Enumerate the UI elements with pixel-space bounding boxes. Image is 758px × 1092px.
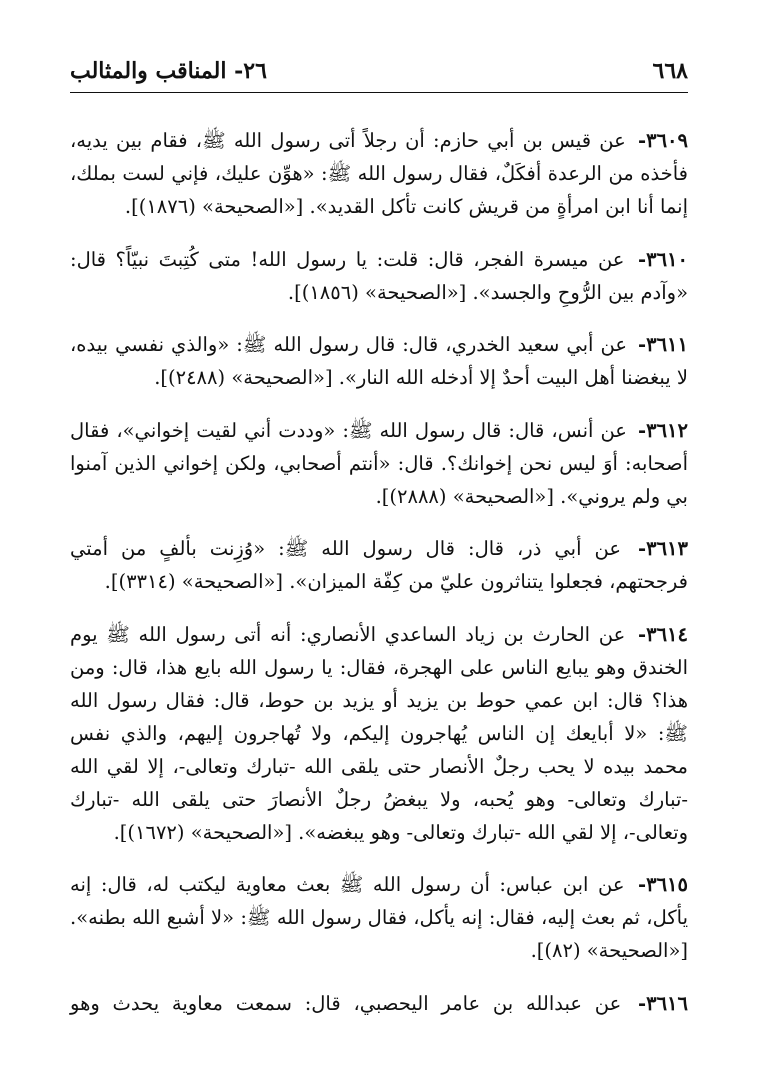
hadith-text: عن ميسرة الفجر، قال: قلت: يا رسول الله! متى كُتِبتَ نبيّاً؟ قال: «وآدم بين الرُّوحِ والجسد». [«الصحيحة» (١٨٥٦)].: [70, 247, 688, 304]
hadith-text: عن ابن عباس: أن رسول الله ﷺ بعث معاوية ليكتب له، قال: إنه يأكل، ثم بعث إليه، فقال: إنه يأكل، فقال رسول الله ﷺ: «لا أشبع الله بطنه». [«الصحيحة» (٨٢)].: [70, 873, 688, 962]
page-number: ٦٦٨: [652, 58, 688, 84]
hadith-list: [70, 124, 688, 1036]
hadith-text: عن أبي سعيد الخدري، قال: قال رسول الله ﷺ: «والذي نفسي بيده، لا يبغضنا أهل البيت أحدٌ إلا أدخله الله النار». [«الصحيحة» (٢٤٨٨)].: [70, 333, 688, 389]
hadith-text: عن أنس، قال: قال رسول الله ﷺ: «وددت أني لقيت إخواني»، فقال أصحابه: أوَ ليس نحن إخوانك؟. قال: «أنتم أصحابي، ولكن إخواني الذين آمنوا بي ولم يروني». [«الصحيحة» (٢٨٨٨)].: [70, 418, 688, 508]
hadith-entry: [70, 328, 688, 394]
hadith-entry: [70, 243, 688, 309]
hadith-number: ٣٦١٣-: [638, 537, 688, 560]
hadith-number: ٣٦١٥-: [638, 873, 689, 896]
hadith-entry: [70, 414, 688, 513]
hadith-text: عن قيس بن أبي حازم: أن رجلاً أتى رسول الله ﷺ، فقام بين يديه، فأخذه من الرعدة أفكَلٌ، فقال رسول الله ﷺ: «هوِّن عليك، فإني لست بملك، إنما أنا ابن امرأةٍ من قريش كانت تأكل القديد». [«الصحيحة» (١٨٧٦)].: [70, 129, 688, 218]
hadith-entry: [70, 532, 688, 598]
hadith-entry: [70, 987, 688, 1020]
hadith-number: ٣٦٠٩-: [638, 129, 688, 152]
section-title: ٢٦- المناقب والمثالب: [70, 58, 267, 84]
hadith-text: عن عبدالله بن عامر اليحصبي، قال: سمعت معاوية يحدث وهو: [70, 991, 622, 1015]
hadith-number: ٣٦١٦-: [638, 991, 688, 1015]
hadith-number: ٣٦١١-: [638, 333, 688, 356]
hadith-number: ٣٦١٢-: [638, 418, 688, 442]
hadith-text: عن أبي ذر، قال: قال رسول الله ﷺ: «وُزِنت بألفٍ من أمتي فرجحتهم، فجعلوا يتناثرون عليّ من كِفّة الميزان». [«الصحيحة» (٣٣١٤)].: [70, 537, 688, 593]
hadith-number: ٣٦١٠-: [638, 247, 688, 271]
header-divider: [70, 92, 688, 93]
page-header: [70, 56, 688, 90]
hadith-text: عن الحارث بن زياد الساعدي الأنصاري: أنه أتى رسول الله ﷺ يوم الخندق وهو يبايع الناس على الهجرة، فقال: يا رسول الله بايع هذا، قال: ومن هذا؟ قال: ابن عمي حوط بن يزيد أو يزيد بن حوط، قال: فقال رسول الله ﷺ: «لا أبايعك إن الناس يُهاجرون إليكم، ولا تُهاجرون إليهم، والذي نفس محمد بيده لا يحب رجلٌ الأنصار حتى يلقى الله -تبارك وتعالى-، إلا لقي الله -تبارك وتعالى- وهو يُحبه، ولا يبغضُ رجلٌ الأنصارَ حتى يلقى الله -تبارك وتعالى-، إلا لقي الله -تبارك وتعالى- وهو يبغضه». [«الصحيحة» (١٦٧٢)].: [70, 622, 689, 844]
hadith-entry: [70, 124, 688, 223]
hadith-entry: [70, 868, 688, 967]
hadith-entry: [70, 618, 688, 849]
hadith-number: ٣٦١٤-: [638, 622, 688, 646]
